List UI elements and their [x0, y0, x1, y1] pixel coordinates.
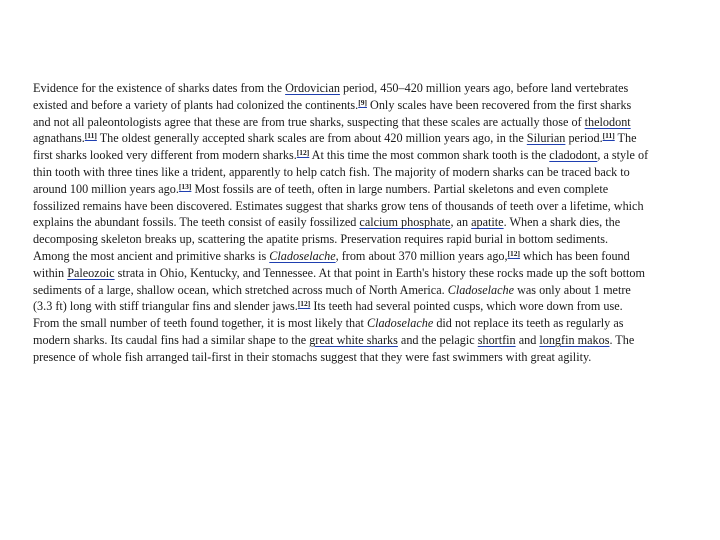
- text-run: , an: [450, 215, 472, 230]
- link-calcium-phosphate[interactable]: calcium phosphate: [359, 215, 451, 230]
- citation-12[interactable]: [12]: [297, 299, 311, 309]
- text-run: agnathans.: [33, 131, 85, 146]
- text-run: . The presence of whole fish arranged tail-first in their stomachs suggest that they were fast swimmers with great agility.: [33, 332, 635, 364]
- text-run: At this time the most common shark tooth is the: [309, 148, 550, 163]
- text-run: Only scales have been recovered from the first sharks and not all paleontologists agree that these are from true sharks, suspecting that these scales are actually those of: [33, 97, 632, 129]
- citation-12[interactable]: [12]: [507, 248, 521, 258]
- text-run: The oldest generally accepted shark scales are from about 420 million years ago, in the: [96, 131, 527, 146]
- text-run: did not replace its teeth as regularly as modern sharks. Its caudal fins had a similar shape to the: [33, 316, 624, 347]
- text-run: period, 450–420 million years ago, before land vertebrates existed and before a variety of plants had colonized the continents.: [33, 81, 629, 112]
- link-silurian[interactable]: Silurian: [526, 131, 566, 146]
- citation-9[interactable]: [9]: [358, 97, 367, 107]
- link-ordovician[interactable]: Ordovician: [285, 81, 340, 95]
- text-run: period.: [565, 131, 603, 146]
- italic-term: Cladoselache: [447, 282, 515, 297]
- text-run: Most fossils are of teeth, often in large numbers. Partial skeletons and even complete fossilized remains have been discovered. Estimates suggest that sharks grow tens of thousands of teeth over a lifetime, which explains the abundant fossils. The teeth consist of easily fossilized: [33, 181, 644, 230]
- citation-11[interactable]: [11]: [602, 131, 615, 141]
- link-paleozoic[interactable]: Paleozoic: [67, 265, 115, 280]
- text-run: , a style of thin tooth with three tines like a trident, apparently to help catch fish. The majority of modern sharks can be traced back to around 100 million years ago.: [33, 148, 649, 196]
- text-run: was only about 1 metre (3.3 ft) long with stiff triangular fins and slender jaws.: [33, 282, 631, 314]
- text-run: which has been found within: [33, 248, 630, 280]
- text-run: Among the most ancient and primitive sharks is: [33, 248, 270, 263]
- text-run: Evidence for the existence of sharks dates from the: [33, 81, 286, 95]
- text-run: Its teeth had several pointed cusps, which wore down from use. From the small number of teeth found together, it is most likely that: [33, 299, 623, 331]
- link-apatite[interactable]: apatite: [471, 215, 504, 230]
- link-cladoselache[interactable]: [269, 249, 335, 263]
- link-longfin-makos[interactable]: longfin makos: [539, 332, 610, 347]
- paragraph-evidence: [33, 80, 650, 248]
- citation-13[interactable]: [13]: [178, 181, 192, 191]
- text-run: The first sharks looked very different from modern sharks.: [33, 131, 637, 163]
- link-great-white-sharks[interactable]: great white sharks: [309, 332, 398, 347]
- text-run: , from about 370 million years ago,: [335, 248, 508, 263]
- link-thelodont[interactable]: thelodont: [584, 114, 631, 129]
- citation-11[interactable]: [11]: [84, 131, 97, 141]
- citation-12[interactable]: [12]: [296, 148, 310, 158]
- link-shortfin[interactable]: shortfin: [477, 332, 516, 347]
- text-run: strata in Ohio, Kentucky, and Tennessee. At that point in Earth's history these rocks made up the soft bottom sediments of a large, shallow ocean, which stretched across much of North America.: [33, 265, 645, 297]
- text-run: and: [515, 332, 540, 347]
- link-cladodont[interactable]: cladodont: [549, 148, 598, 163]
- paragraph-cladoselache: [33, 248, 650, 366]
- article-body: [33, 80, 650, 366]
- text-run: . When a shark dies, the decomposing skeleton breaks up, scattering the apatite prisms. Preservation requires rapid burial in bottom sediments.: [33, 215, 621, 247]
- text-run: and the pelagic: [397, 332, 478, 347]
- italic-term: Cladoselache: [366, 316, 434, 331]
- link-cladoselache-label: Cladoselache: [269, 248, 336, 263]
